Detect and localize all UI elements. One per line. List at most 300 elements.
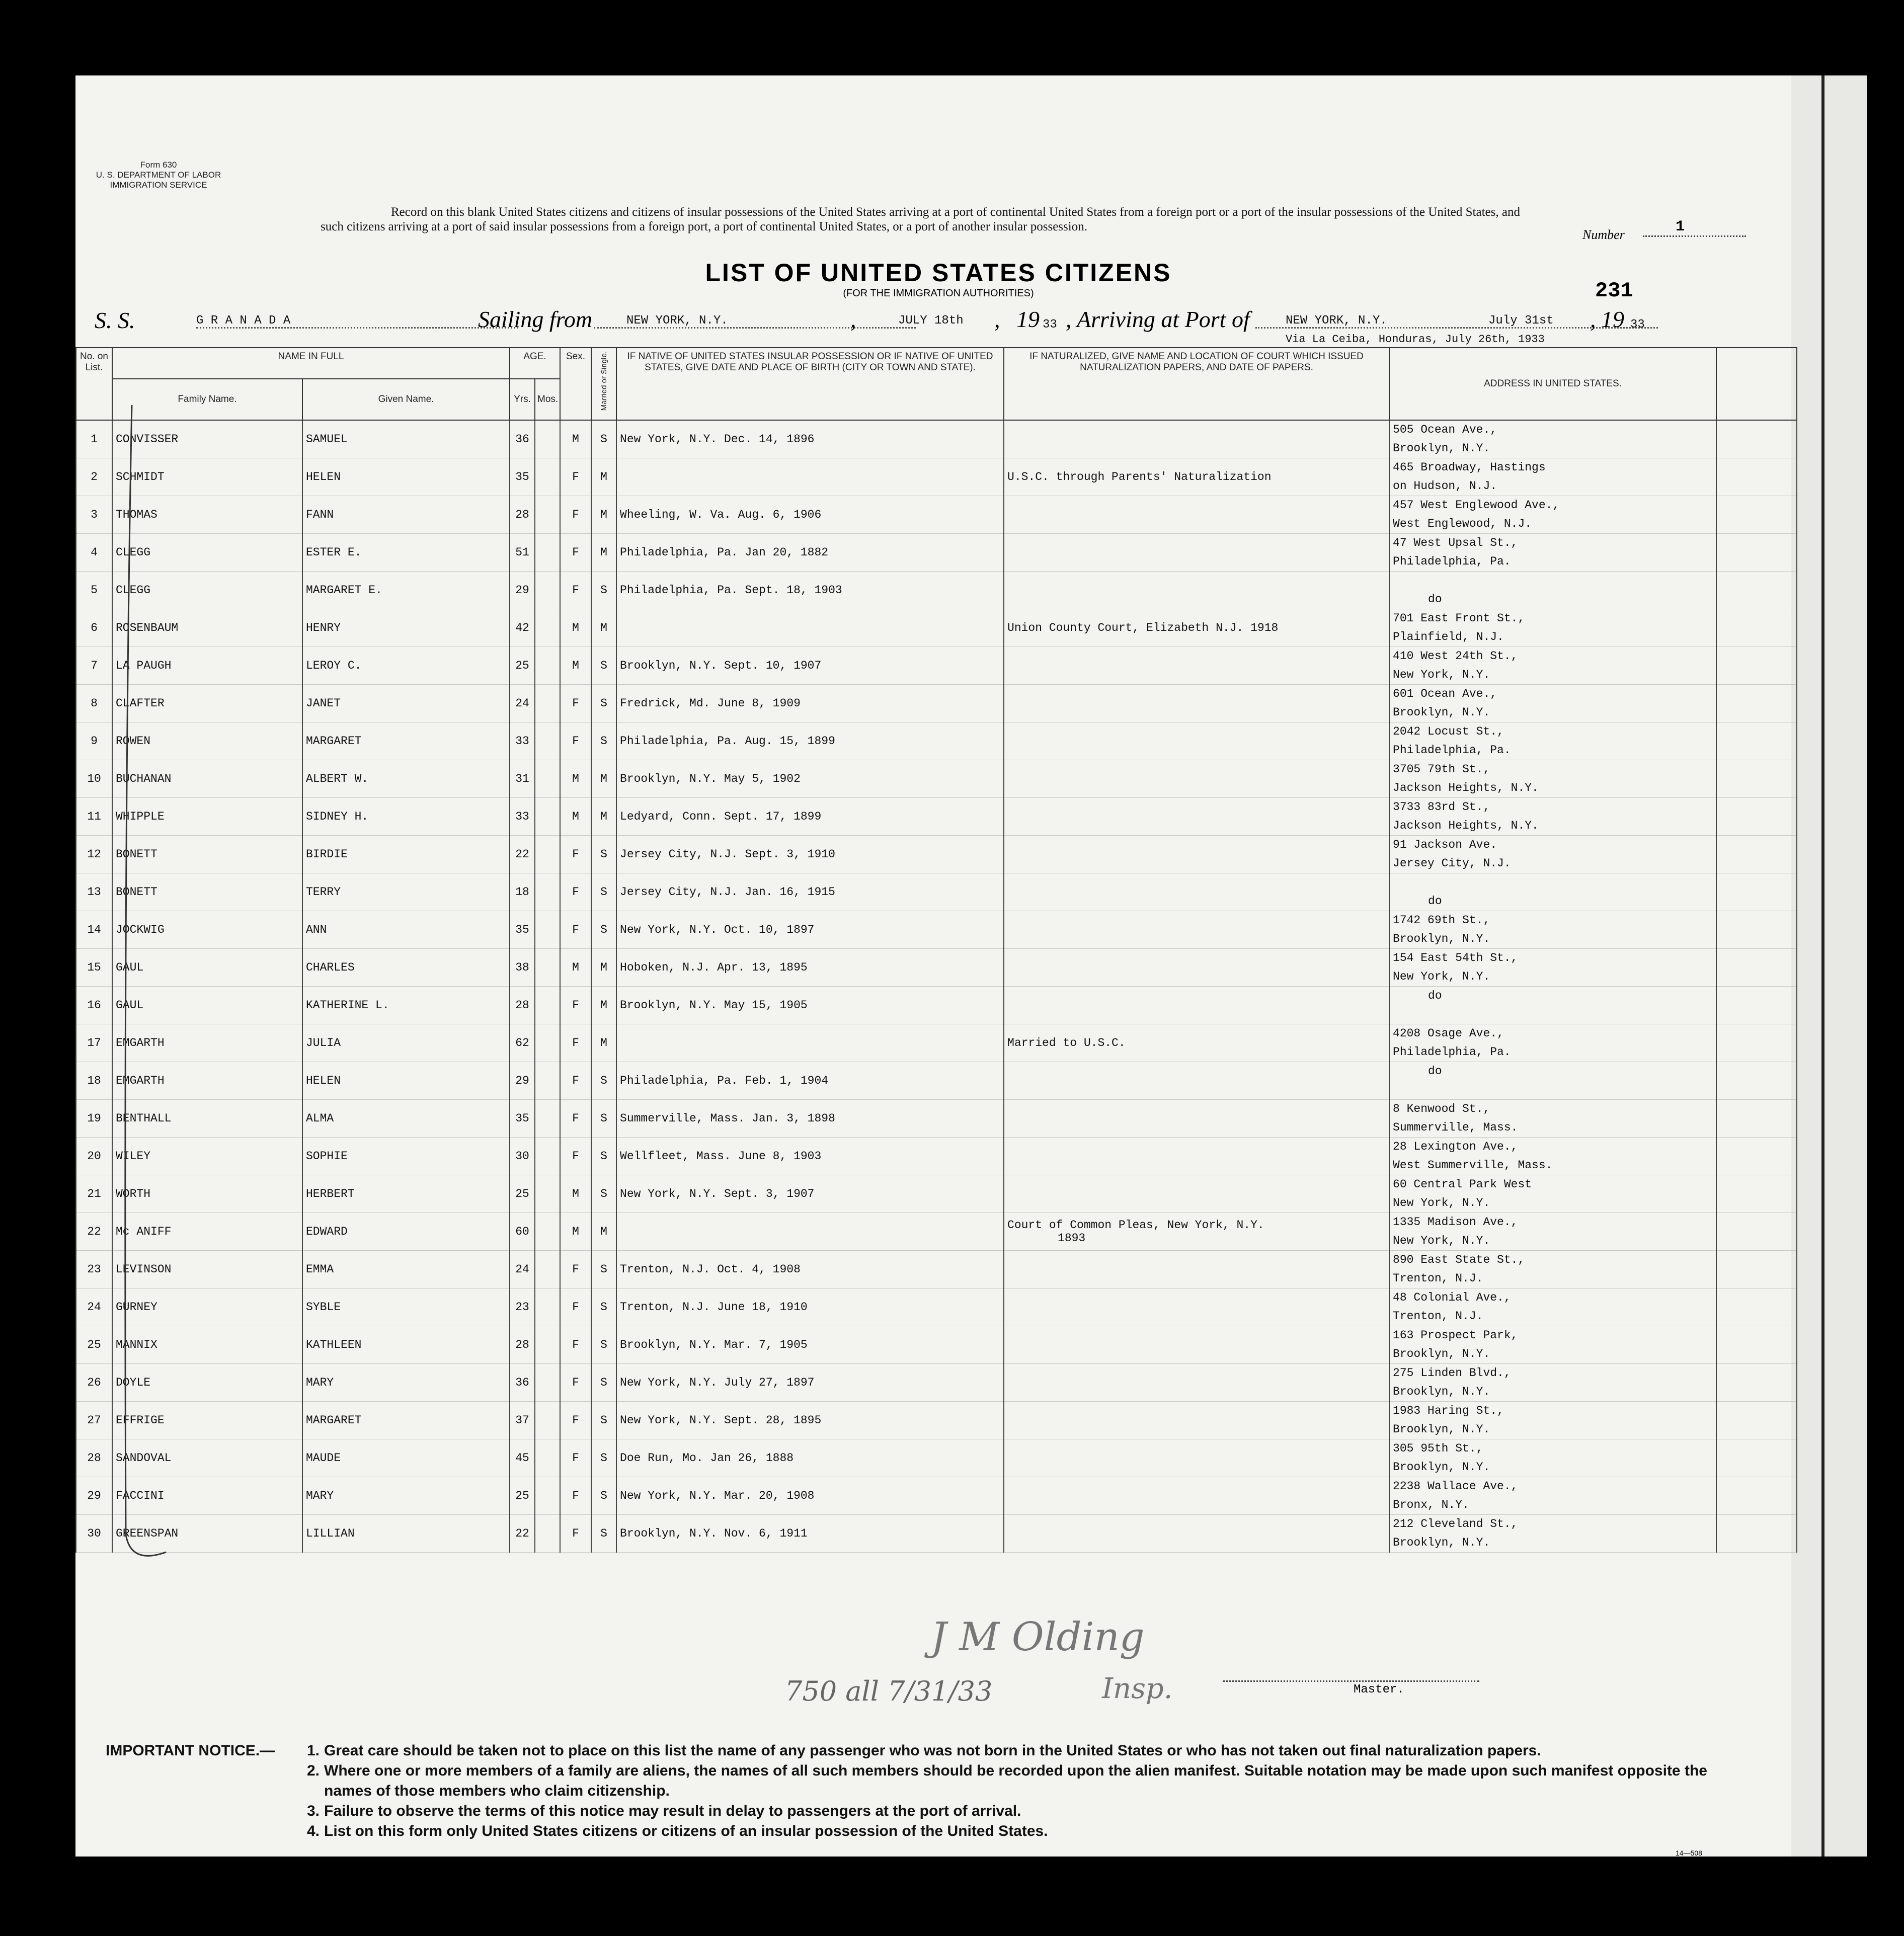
family-name: GREENSPAN [112,1515,302,1553]
age-years: 36 [510,1364,535,1402]
row-number: 2 [76,458,112,496]
address-line: Philadelphia, Pa. [1393,744,1511,757]
age-years: 33 [510,722,535,760]
age-years: 25 [510,1175,535,1213]
row-number: 17 [76,1024,112,1062]
sex: M [560,949,591,987]
marital-status: M [591,609,616,647]
given-name: MARGARET [302,722,510,760]
birth-place-date: Wellfleet, Mass. June 8, 1903 [616,1138,1004,1175]
age-years: 23 [510,1288,535,1326]
age-years: 29 [510,1062,535,1100]
marital-status: S [591,572,616,609]
sex: F [560,1288,591,1326]
comma-2: , [994,306,1000,332]
address-line: Jackson Heights, N.Y. [1393,819,1539,832]
address-line: 890 East State St., [1393,1253,1525,1266]
birth-place-date: Brooklyn, N.Y. Mar. 7, 1905 [616,1326,1004,1364]
address-line: Brooklyn, N.Y. [1393,706,1490,719]
header-mos: Mos. [535,379,560,420]
family-name: BONETT [112,873,302,911]
address-line: do [1428,895,1442,908]
age-years: 38 [510,949,535,987]
row-number: 20 [76,1138,112,1175]
family-name: ROWEN [112,722,302,760]
given-name: FANN [302,496,510,534]
family-name: CLAFTER [112,685,302,722]
birth-place-date: Summerville, Mass. Jan. 3, 1898 [616,1100,1004,1138]
given-name: KATHLEEN [302,1326,510,1364]
given-name: ANN [302,911,510,949]
marital-status: S [591,685,616,722]
sailing-date: JULY 18th [898,314,964,328]
family-name: GAUL [112,987,302,1024]
address-line: Plainfield, N.J. [1393,630,1504,643]
address-line: 2042 Locust St., [1393,725,1504,738]
page-title: LIST OF UNITED STATES CITIZENS [705,259,1172,287]
address-line: 3733 83rd St., [1393,800,1490,814]
age-years: 37 [510,1402,535,1439]
address-line: 275 Linden Blvd., [1393,1366,1511,1380]
row-number: 4 [76,534,112,572]
marital-status: M [591,496,616,534]
family-name: LA PAUGH [112,647,302,685]
age-years: 62 [510,1024,535,1062]
given-name: EDWARD [302,1213,510,1251]
family-name: LEVINSON [112,1251,302,1288]
header-family-name: Family Name. [112,379,302,420]
birth-place-date: New York, N.Y. Sept. 3, 1907 [616,1175,1004,1213]
binding-line [1821,75,1824,1857]
address-line: 60 Central Park West [1393,1178,1532,1191]
notice-item-number: 1. [307,1742,320,1759]
address-line: do [1428,1065,1442,1078]
marital-status: S [591,1062,616,1100]
sex: F [560,1515,591,1553]
address-line: 47 West Upsal St., [1393,536,1518,549]
header-sex: Sex. [560,348,591,420]
marital-status: S [591,1477,616,1515]
row-number: 21 [76,1175,112,1213]
address-line: 1742 69th St., [1393,914,1490,927]
birth-place-date: Fredrick, Md. June 8, 1909 [616,685,1004,722]
sex: F [560,534,591,572]
marital-status: S [591,1439,616,1477]
given-name: MARY [302,1477,510,1515]
ship-name: G R A N A D A [196,314,291,328]
family-name: Mc ANIFF [112,1213,302,1251]
family-name: CLEGG [112,572,302,609]
given-name: HELEN [302,1062,510,1100]
address-line: Trenton, N.J. [1393,1310,1483,1323]
marital-status: M [591,1024,616,1062]
handwritten-signature: J M Olding [931,1615,1145,1660]
naturalization-line: Court of Common Pleas, New York, N.Y. [1007,1219,1264,1232]
notice-item [307,1821,1756,1841]
ss-label: S. S. [95,307,135,333]
master-signature-line [1223,1680,1479,1682]
row-number: 14 [76,911,112,949]
age-years: 51 [510,534,535,572]
marital-status: S [591,911,616,949]
address-line: Jersey City, N.J. [1393,857,1511,870]
given-name: MARY [302,1364,510,1402]
birth-place-date: Brooklyn, N.Y. Nov. 6, 1911 [616,1515,1004,1553]
age-years: 36 [510,420,535,458]
naturalization-line: U.S.C. through Parents' Naturalization [1007,470,1272,483]
via-note: Via La Ceiba, Honduras, July 26th, 1933 [1286,333,1545,346]
marital-status: M [591,949,616,987]
birth-place-date: New York, N.Y. July 27, 1897 [616,1364,1004,1402]
family-name: THOMAS [112,496,302,534]
address-line: 701 East Front St., [1393,612,1525,625]
row-number: 7 [76,647,112,685]
address-line: 601 Ocean Ave., [1393,687,1497,700]
address-line: Jackson Heights, N.Y. [1393,781,1539,794]
sex: M [560,420,591,458]
sex: F [560,722,591,760]
birth-place-date: Brooklyn, N.Y. May 5, 1902 [616,760,1004,798]
family-name: BUCHANAN [112,760,302,798]
form-department: U. S. DEPARTMENT OF LABOR [96,170,221,180]
comma-4: , [1590,306,1596,332]
page-content [75,75,1806,1857]
address-line: 3705 79th St., [1393,763,1490,776]
address-line: 4208 Osage Ave., [1393,1027,1504,1040]
row-number: 1 [76,420,112,458]
header-given-name: Given Name. [302,379,510,420]
age-years: 30 [510,1138,535,1175]
arriving-year: 33 [1630,318,1645,332]
family-name: BENTHALL [112,1100,302,1138]
birth-place-date: New York, N.Y. Sept. 28, 1895 [616,1402,1004,1439]
address-line: 91 Jackson Ave. [1393,838,1497,851]
address-line: Brooklyn, N.Y. [1393,1423,1490,1436]
header-birth: IF NATIVE OF UNITED STATES INSULAR POSSESSION OR IF NATIVE OF UNITED STATES, GIVE DATE AND PLACE OF BIRTH (CITY OR TOWN AND STATE). [616,348,1004,420]
notice-heading: IMPORTANT NOTICE.— [106,1742,275,1759]
given-name: HENRY [302,609,510,647]
family-name: MANNIX [112,1326,302,1364]
address-line: 505 Ocean Ave., [1393,423,1497,436]
address-line: Brooklyn, N.Y. [1393,1385,1490,1398]
sex: F [560,572,591,609]
address-line: Summerville, Mass. [1393,1121,1518,1134]
marital-status: M [591,760,616,798]
sex: M [560,760,591,798]
notice-item [307,1801,1756,1821]
age-years: 28 [510,987,535,1024]
page-subtitle: (FOR THE IMMIGRATION AUTHORITIES) [843,288,1034,299]
notice-item-text: Where one or more members of a family are aliens, the names of all such members should be recorded upon the alien manifest. Suitable notation may be made upon such manifest opposite the names of those members who claim citizenship. [324,1762,1707,1799]
sailing-year: 33 [1043,318,1057,332]
given-name: HELEN [302,458,510,496]
row-number: 10 [76,760,112,798]
sex: M [560,1175,591,1213]
marital-status: M [591,1213,616,1251]
given-name: MARGARET E. [302,572,510,609]
age-years: 35 [510,458,535,496]
arriving-port: NEW YORK, N.Y. [1286,314,1387,328]
age-years: 31 [510,760,535,798]
number-label: Number [1582,227,1625,242]
form-number: Form 630 [140,160,177,170]
form-service: IMMIGRATION SERVICE [110,180,207,190]
sex: F [560,1364,591,1402]
sex: F [560,1062,591,1100]
header-age: AGE. [510,348,560,379]
birth-place-date: Philadelphia, Pa. Feb. 1, 1904 [616,1062,1004,1100]
address-line: Brooklyn, N.Y. [1393,1461,1490,1474]
row-number: 30 [76,1515,112,1553]
family-name: JOCKWIG [112,911,302,949]
row-number: 28 [76,1439,112,1477]
sex: M [560,1213,591,1251]
given-name: BIRDIE [302,836,510,873]
arriving-year-prefix: 19 [1601,306,1624,332]
marital-status: S [591,1402,616,1439]
instructions-text: Record on this blank United States citizens and citizens of insular possessions of the United States arriving at a port of continental United States from a foreign port or a port of the insular possessions of the United States, and such citizens arriving at a port of said insular possessions from a foreign port, a port of continental United States, or a port of another insular possession. [321,205,1520,233]
birth-place-date: Trenton, N.J. June 18, 1910 [616,1288,1004,1326]
address-line: on Hudson, N.J. [1393,479,1497,493]
given-name: LILLIAN [302,1515,510,1553]
page-number: 231 [1595,279,1633,303]
header-number: No. on List. [76,348,112,420]
family-name: CLEGG [112,534,302,572]
comma-1: , [850,306,856,332]
arriving-label: Arriving at Port of [1077,306,1250,332]
age-years: 25 [510,647,535,685]
row-number: 16 [76,987,112,1024]
header-married-text: Married or Single. [599,351,608,411]
notice-item-number: 4. [307,1823,320,1839]
marital-status: M [591,458,616,496]
birth-place-date: Wheeling, W. Va. Aug. 6, 1906 [616,496,1004,534]
age-years: 24 [510,1251,535,1288]
address-line: 1983 Haring St., [1393,1404,1504,1417]
address-line: Philadelphia, Pa. [1393,1045,1511,1059]
comma-3: , [1066,306,1072,332]
marital-status: S [591,722,616,760]
given-name: JULIA [302,1024,510,1062]
address-line: Trenton, N.J. [1393,1272,1483,1285]
sailing-year-prefix: 19 [1016,306,1040,332]
notice-item [307,1741,1756,1761]
address-line: West Summerville, Mass. [1393,1159,1553,1172]
given-name: MAUDE [302,1439,510,1477]
handwritten-annotation: 750 all 7/31/33 [785,1675,993,1707]
given-name: SIDNEY H. [302,798,510,836]
sex: F [560,685,591,722]
marital-status: M [591,987,616,1024]
age-years: 22 [510,1515,535,1553]
family-name: EMGARTH [112,1024,302,1062]
form-code: 14—508 [1676,1849,1702,1857]
given-name: SAMUEL [302,420,510,458]
age-years: 25 [510,1477,535,1515]
sex: F [560,1024,591,1062]
birth-place-date: Hoboken, N.J. Apr. 13, 1895 [616,949,1004,987]
naturalization-line: Married to U.S.C. [1007,1036,1126,1050]
family-name: FACCINI [112,1477,302,1515]
address-line: do [1428,593,1442,606]
marital-status: S [591,420,616,458]
sex: M [560,609,591,647]
family-name: GAUL [112,949,302,987]
address-line: Brooklyn, N.Y. [1393,1536,1490,1549]
birth-place-date: Brooklyn, N.Y. Sept. 10, 1907 [616,647,1004,685]
handwriting-layer [75,75,1806,1857]
address-line: Brooklyn, N.Y. [1393,932,1490,945]
given-name: SYBLE [302,1288,510,1326]
age-years: 22 [510,836,535,873]
birth-place-date: New York, N.Y. Mar. 20, 1908 [616,1477,1004,1515]
birth-place-date: Philadelphia, Pa. Jan 20, 1882 [616,534,1004,572]
notice-item-number: 3. [307,1803,320,1819]
address-line: New York, N.Y. [1393,1234,1490,1247]
family-name: EFFRIGE [112,1402,302,1439]
family-name: WILEY [112,1138,302,1175]
address-line: 28 Lexington Ave., [1393,1140,1518,1153]
notice-items [307,1741,1756,1841]
row-number: 12 [76,836,112,873]
age-years: 35 [510,911,535,949]
address-line: New York, N.Y. [1393,970,1490,983]
sex: F [560,458,591,496]
family-name: WORTH [112,1175,302,1213]
family-name: ROSENBAUM [112,609,302,647]
sailing-port: NEW YORK, N.Y. [626,314,728,328]
header-name-in-full: NAME IN FULL [112,348,510,379]
sex: F [560,1477,591,1515]
family-name: DOYLE [112,1364,302,1402]
address-line: Philadelphia, Pa. [1393,555,1511,568]
given-name: ESTER E. [302,534,510,572]
age-years: 28 [510,496,535,534]
header-naturalized: IF NATURALIZED, GIVE NAME AND LOCATION OF COURT WHICH ISSUED NATURALIZATION PAPERS, AND DATE OF PAPERS. [1004,348,1389,420]
row-number: 8 [76,685,112,722]
sex: M [560,647,591,685]
header-yrs: Yrs. [510,379,535,420]
address-line: 154 East 54th St., [1393,951,1518,964]
age-years: 60 [510,1213,535,1251]
given-name: ALBERT W. [302,760,510,798]
marital-status: M [591,534,616,572]
marital-status: S [591,836,616,873]
address-line: Brooklyn, N.Y. [1393,1347,1490,1360]
arriving-date: July 31st [1488,314,1554,328]
birth-place-date: New York, N.Y. Oct. 10, 1897 [616,911,1004,949]
row-number: 24 [76,1288,112,1326]
given-name: HERBERT [302,1175,510,1213]
naturalization-year: 1893 [1058,1232,1086,1245]
birth-place-date: Philadelphia, Pa. Aug. 15, 1899 [616,722,1004,760]
birth-place-date: Jersey City, N.J. Jan. 16, 1915 [616,873,1004,911]
notice-item [307,1761,1756,1801]
row-number: 11 [76,798,112,836]
sex: F [560,1326,591,1364]
row-number: 5 [76,572,112,609]
notice-item-text: Failure to observe the terms of this notice may result in delay to passengers at the port of arrival. [324,1803,1021,1819]
birth-place-date: Philadelphia, Pa. Sept. 18, 1903 [616,572,1004,609]
sex: F [560,1439,591,1477]
address-line: 163 Prospect Park, [1393,1329,1518,1342]
family-name: WHIPPLE [112,798,302,836]
sex: F [560,873,591,911]
marital-status: S [591,1100,616,1138]
address-line: 48 Colonial Ave., [1393,1291,1511,1304]
row-number: 22 [76,1213,112,1251]
age-years: 35 [510,1100,535,1138]
marital-status: S [591,1326,616,1364]
given-name: LEROY C. [302,647,510,685]
row-number: 23 [76,1251,112,1288]
handwritten-signature-title: Insp. [1102,1672,1173,1705]
row-number: 9 [76,722,112,760]
sex: F [560,496,591,534]
given-name: CHARLES [302,949,510,987]
marital-status: S [591,873,616,911]
age-years: 28 [510,1326,535,1364]
row-number: 3 [76,496,112,534]
marital-status: S [591,1138,616,1175]
address-line: Brooklyn, N.Y. [1393,442,1490,455]
family-name: BONETT [112,836,302,873]
row-number: 26 [76,1364,112,1402]
given-name: ALMA [302,1100,510,1138]
age-years: 45 [510,1439,535,1477]
age-years: 18 [510,873,535,911]
address-line: 305 95th St., [1393,1442,1483,1455]
address-line: 212 Cleveland St., [1393,1517,1518,1530]
row-number: 13 [76,873,112,911]
master-label: Master. [1354,1683,1404,1697]
header-address-text: ADDRESS IN UNITED STATES. [1484,378,1622,389]
family-name: SANDOVAL [112,1439,302,1477]
marital-status: S [591,1175,616,1213]
marital-status: S [591,647,616,685]
row-number: 27 [76,1402,112,1439]
row-number: 6 [76,609,112,647]
given-name: JANET [302,685,510,722]
row-number: 25 [76,1326,112,1364]
age-years: 42 [510,609,535,647]
bracket-mark [125,405,166,1556]
age-years: 24 [510,685,535,722]
birth-place-date: New York, N.Y. Dec. 14, 1896 [616,420,1004,458]
number-value: 1 [1676,218,1685,235]
given-name: TERRY [302,873,510,911]
address-line: 1335 Madison Ave., [1393,1216,1518,1229]
age-years: 29 [510,572,535,609]
row-number: 18 [76,1062,112,1100]
family-name: GURNEY [112,1288,302,1326]
sex: F [560,911,591,949]
age-years: 33 [510,798,535,836]
birth-place-date: Brooklyn, N.Y. May 15, 1905 [616,987,1004,1024]
sex: F [560,1402,591,1439]
marital-status: S [591,1515,616,1553]
marital-status: S [591,1251,616,1288]
marital-status: M [591,798,616,836]
address-line: 457 West Englewood Ave., [1393,499,1560,512]
sex: F [560,1138,591,1175]
notice-item-number: 2. [307,1762,320,1779]
row-number: 19 [76,1100,112,1138]
row-number: 15 [76,949,112,987]
given-name: KATHERINE L. [302,987,510,1024]
naturalization-line: Union County Court, Elizabeth N.J. 1918 [1007,621,1279,634]
given-name: SOPHIE [302,1138,510,1175]
